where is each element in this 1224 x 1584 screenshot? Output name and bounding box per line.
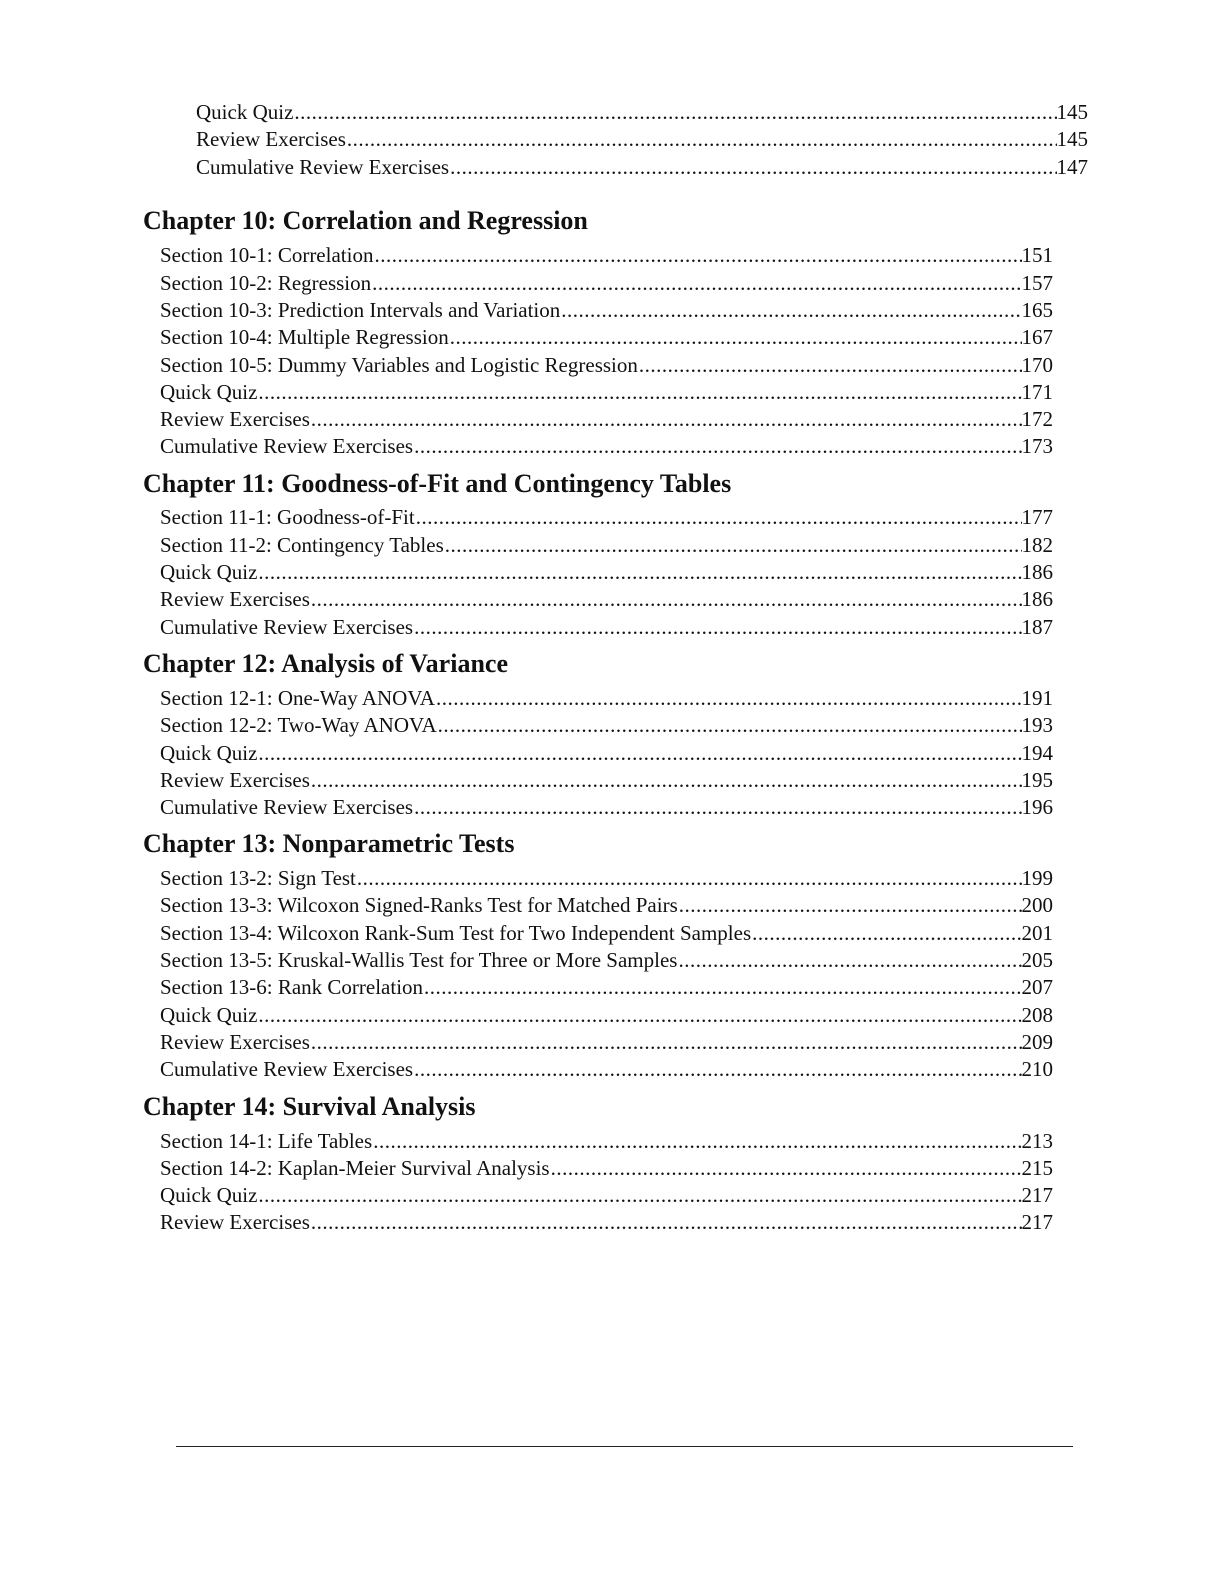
dot-leader: [678, 892, 1022, 919]
toc-entry-12-quick-quiz[interactable]: [160, 740, 1053, 767]
toc-entry-label: Cumulative Review Exercises: [160, 615, 414, 639]
toc-entry-label: Review Exercises: [160, 407, 310, 431]
toc-page-number: 187: [1021, 615, 1053, 639]
toc-page-number: 170: [1021, 353, 1053, 377]
toc-page-number: 209: [1021, 1030, 1053, 1054]
toc-entry-label: Section 10-2: Regression: [160, 271, 372, 295]
toc-entry-10-quick-quiz[interactable]: [160, 379, 1053, 406]
dot-leader: [449, 154, 1056, 181]
toc-entry-label: Section 10-5: Dummy Variables and Logistic Regression: [160, 353, 638, 377]
toc-entry-label: Quick Quiz: [160, 741, 258, 765]
dot-leader: [415, 504, 1022, 531]
dot-leader: [560, 297, 1021, 324]
toc-entry-10-5[interactable]: [160, 352, 1053, 379]
toc-page-number: 145: [1056, 100, 1088, 124]
toc-entry-10-cumulative-review[interactable]: [160, 433, 1053, 460]
toc-entry-10-review-exercises[interactable]: [160, 406, 1053, 433]
dot-leader: [435, 685, 1022, 712]
toc-entry-label: Section 12-2: Two-Way ANOVA: [160, 713, 437, 737]
chapter-14-heading[interactable]: Chapter 14: Survival Analysis: [143, 1092, 476, 1121]
toc-entry-11-2[interactable]: [160, 532, 1053, 559]
toc-page-number: 195: [1021, 768, 1053, 792]
toc-entry-label: Section 13-5: Kruskal-Wallis Test for Three or More Samples: [160, 948, 678, 972]
dot-leader: [423, 974, 1021, 1001]
dot-leader: [638, 352, 1022, 379]
toc-page-number: 171: [1021, 380, 1053, 404]
toc-entry-label: Quick Quiz: [160, 380, 258, 404]
toc-page-number: 208: [1021, 1003, 1053, 1027]
toc-entry-label: Review Exercises: [160, 768, 310, 792]
toc-entry-label: Review Exercises: [196, 127, 346, 151]
toc-entry-14-1[interactable]: [160, 1128, 1053, 1155]
toc-entry-11-cumulative-review[interactable]: [160, 614, 1053, 641]
dot-leader: [310, 1209, 1022, 1236]
chapter-10-heading[interactable]: Chapter 10: Correlation and Regression: [143, 206, 588, 235]
dot-leader: [550, 1155, 1022, 1182]
toc-entry-13-4[interactable]: [160, 920, 1053, 947]
toc-entry-label: Quick Quiz: [160, 1003, 258, 1027]
toc-page-number: 194: [1021, 741, 1053, 765]
toc-entry-top-review-exercises[interactable]: [196, 126, 1088, 153]
dot-leader: [677, 947, 1021, 974]
toc-entry-label: Section 10-1: Correlation: [160, 243, 374, 267]
toc-entry-label: Quick Quiz: [160, 1183, 258, 1207]
toc-page-number: 145: [1056, 127, 1088, 151]
toc-entry-label: Section 13-3: Wilcoxon Signed-Ranks Test for Matched Pairs: [160, 893, 678, 917]
toc-entry-11-quick-quiz[interactable]: [160, 559, 1053, 586]
toc-page-number: 186: [1021, 587, 1053, 611]
toc-entry-11-1[interactable]: [160, 504, 1053, 531]
dot-leader: [413, 1056, 1021, 1083]
toc-entry-12-review-exercises[interactable]: [160, 767, 1053, 794]
toc-entry-10-1[interactable]: [160, 242, 1053, 269]
dot-leader: [437, 712, 1022, 739]
toc-entry-label: Section 13-6: Rank Correlation: [160, 975, 424, 999]
toc-entry-13-2[interactable]: [160, 865, 1053, 892]
dot-leader: [413, 614, 1021, 641]
toc-entry-13-3[interactable]: [160, 892, 1053, 919]
chapter-11-heading[interactable]: Chapter 11: Goodness-of-Fit and Contingency Tables: [143, 469, 732, 498]
toc-page-number: 201: [1021, 921, 1053, 945]
toc-entry-label: Review Exercises: [160, 1030, 310, 1054]
toc-page-number: 210: [1021, 1057, 1053, 1081]
toc-page-number: 191: [1021, 686, 1053, 710]
dot-leader: [257, 379, 1021, 406]
toc-entry-top-quick-quiz[interactable]: [196, 99, 1088, 126]
dot-leader: [444, 532, 1022, 559]
toc-page-number: 213: [1021, 1129, 1053, 1153]
toc-page-number: 172: [1021, 407, 1053, 431]
toc-entry-label: Quick Quiz: [196, 100, 294, 124]
toc-page-number: 147: [1056, 155, 1088, 179]
toc-entry-label: Section 11-2: Contingency Tables: [160, 533, 444, 557]
toc-entry-label: Quick Quiz: [160, 560, 258, 584]
footer-divider: [176, 1446, 1073, 1447]
toc-page-number: 217: [1021, 1183, 1053, 1207]
toc-entry-label: Section 12-1: One-Way ANOVA: [160, 686, 435, 710]
dot-leader: [449, 324, 1022, 351]
toc-entry-label: Section 13-2: Sign Test: [160, 866, 356, 890]
toc-entry-label: Section 13-4: Wilcoxon Rank-Sum Test for Two Independent Samples: [160, 921, 752, 945]
toc-entry-label: Cumulative Review Exercises: [196, 155, 450, 179]
toc-entry-label: Section 14-2: Kaplan-Meier Survival Analysis: [160, 1156, 550, 1180]
toc-entry-12-2[interactable]: [160, 712, 1053, 739]
toc-entry-top-cumulative-review[interactable]: [196, 154, 1088, 181]
dot-leader: [310, 586, 1022, 613]
toc-entry-13-quick-quiz[interactable]: [160, 1002, 1053, 1029]
toc-page-number: 151: [1021, 243, 1053, 267]
toc-entry-12-1[interactable]: [160, 685, 1053, 712]
dot-leader: [356, 865, 1022, 892]
dot-leader: [293, 99, 1056, 126]
toc-entry-label: Review Exercises: [160, 1210, 310, 1234]
toc-entry-10-4[interactable]: [160, 324, 1053, 351]
toc-entry-label: Section 10-3: Prediction Intervals and Variation: [160, 298, 561, 322]
dot-leader: [310, 767, 1022, 794]
chapter-12-heading[interactable]: Chapter 12: Analysis of Variance: [143, 649, 508, 678]
dot-leader: [257, 1182, 1021, 1209]
toc-entry-label: Section 11-1: Goodness-of-Fit: [160, 505, 415, 529]
toc-page-number: 193: [1021, 713, 1053, 737]
toc-page-number: 207: [1021, 975, 1053, 999]
dot-leader: [346, 126, 1057, 153]
toc-entry-13-cumulative-review[interactable]: [160, 1056, 1053, 1083]
toc-page-number: 165: [1021, 298, 1053, 322]
toc-entry-10-3[interactable]: [160, 297, 1053, 324]
toc-page-number: 157: [1021, 271, 1053, 295]
toc-entry-label: Cumulative Review Exercises: [160, 1057, 414, 1081]
dot-leader: [310, 1029, 1022, 1056]
toc-entry-14-quick-quiz[interactable]: [160, 1182, 1053, 1209]
dot-leader: [257, 740, 1021, 767]
toc-page-number: 186: [1021, 560, 1053, 584]
toc-entry-label: Section 10-4: Multiple Regression: [160, 325, 449, 349]
dot-leader: [257, 1002, 1021, 1029]
dot-leader: [372, 1128, 1021, 1155]
toc-page-number: 199: [1021, 866, 1053, 890]
toc-page-number: 217: [1021, 1210, 1053, 1234]
toc-page-number: 196: [1021, 795, 1053, 819]
toc-entry-10-2[interactable]: [160, 270, 1053, 297]
toc-page-number: 215: [1021, 1156, 1053, 1180]
toc-page-number: 177: [1021, 505, 1053, 529]
toc-entry-11-review-exercises[interactable]: [160, 586, 1053, 613]
toc-entry-13-review-exercises[interactable]: [160, 1029, 1053, 1056]
toc-entry-label: Review Exercises: [160, 587, 310, 611]
toc-page-number: 200: [1021, 893, 1053, 917]
toc-entry-12-cumulative-review[interactable]: [160, 794, 1053, 821]
toc-entry-13-6[interactable]: [160, 974, 1053, 1001]
dot-leader: [310, 406, 1022, 433]
toc-entry-13-5[interactable]: [160, 947, 1053, 974]
dot-leader: [751, 920, 1021, 947]
toc-page-number: 182: [1021, 533, 1053, 557]
toc-entry-14-review-exercises[interactable]: [160, 1209, 1053, 1236]
chapter-13-heading[interactable]: Chapter 13: Nonparametric Tests: [143, 829, 515, 858]
dot-leader: [413, 794, 1021, 821]
dot-leader: [413, 433, 1021, 460]
toc-entry-label: Section 14-1: Life Tables: [160, 1129, 373, 1153]
dot-leader: [257, 559, 1021, 586]
toc-entry-label: Cumulative Review Exercises: [160, 795, 414, 819]
toc-entry-label: Cumulative Review Exercises: [160, 434, 414, 458]
toc-page-number: 167: [1021, 325, 1053, 349]
dot-leader: [373, 242, 1021, 269]
toc-entry-14-2[interactable]: [160, 1155, 1053, 1182]
toc-page-number: 205: [1021, 948, 1053, 972]
toc-page-number: 173: [1021, 434, 1053, 458]
dot-leader: [371, 270, 1021, 297]
